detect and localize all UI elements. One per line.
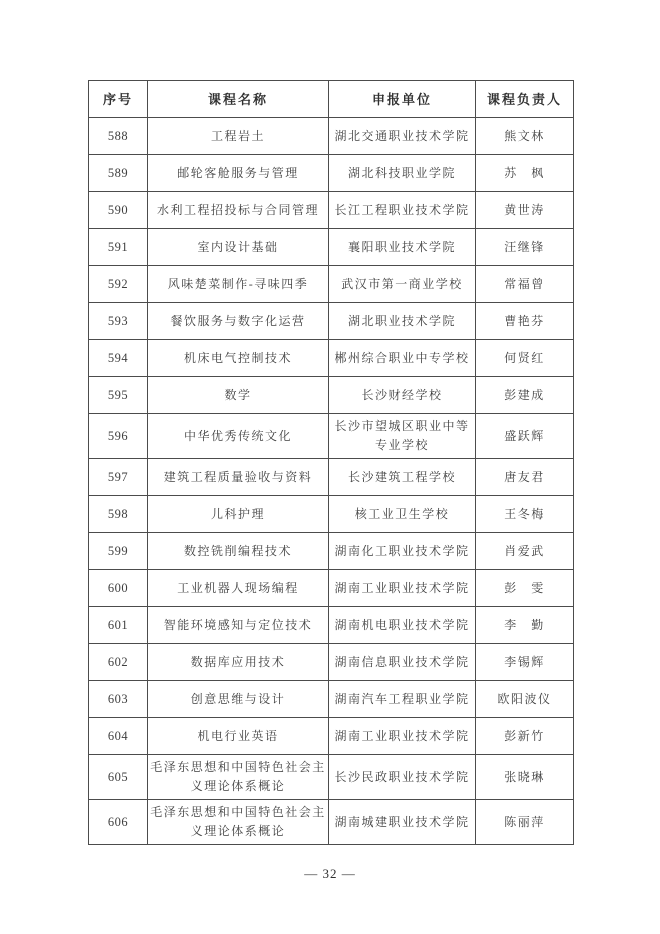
table-row bbox=[89, 414, 574, 459]
serial-number-cell: 603 bbox=[89, 681, 148, 718]
serial-number-cell: 606 bbox=[89, 800, 148, 845]
table-row bbox=[89, 118, 574, 155]
course-leader-cell: 陈丽萍 bbox=[476, 800, 574, 845]
applying-unit-cell: 襄阳职业技术学院 bbox=[329, 229, 476, 266]
course-leader-cell: 何贤红 bbox=[476, 340, 574, 377]
serial-number-cell: 589 bbox=[89, 155, 148, 192]
table-row bbox=[89, 303, 574, 340]
applying-unit-cell: 湖南城建职业技术学院 bbox=[329, 800, 476, 845]
course-name-cell: 工业机器人现场编程 bbox=[148, 570, 329, 607]
serial-number-cell: 602 bbox=[89, 644, 148, 681]
course-leader-cell: 熊文林 bbox=[476, 118, 574, 155]
course-name-cell: 数控铣削编程技术 bbox=[148, 533, 329, 570]
course-leader-cell: 彭新竹 bbox=[476, 718, 574, 755]
serial-number-cell: 601 bbox=[89, 607, 148, 644]
table-row bbox=[89, 570, 574, 607]
col-header-applying-unit: 申报单位 bbox=[329, 81, 476, 118]
applying-unit-cell: 湖南信息职业技术学院 bbox=[329, 644, 476, 681]
course-name-cell: 建筑工程质量验收与资料 bbox=[148, 459, 329, 496]
table-row bbox=[89, 800, 574, 845]
course-leader-cell: 盛跃辉 bbox=[476, 414, 574, 459]
course-name-cell: 数据库应用技术 bbox=[148, 644, 329, 681]
applying-unit-cell: 武汉市第一商业学校 bbox=[329, 266, 476, 303]
course-name-cell: 邮轮客舱服务与管理 bbox=[148, 155, 329, 192]
applying-unit-cell: 长沙民政职业技术学院 bbox=[329, 755, 476, 800]
table-row bbox=[89, 496, 574, 533]
course-name-cell: 中华优秀传统文化 bbox=[148, 414, 329, 459]
course-leader-cell: 张晓琳 bbox=[476, 755, 574, 800]
applying-unit-cell: 湖北职业技术学院 bbox=[329, 303, 476, 340]
table-row bbox=[89, 459, 574, 496]
course-leader-cell: 王冬梅 bbox=[476, 496, 574, 533]
header-row bbox=[89, 81, 574, 118]
serial-number-cell: 596 bbox=[89, 414, 148, 459]
table-row bbox=[89, 607, 574, 644]
table-row bbox=[89, 340, 574, 377]
col-header-course-leader: 课程负责人 bbox=[476, 81, 574, 118]
applying-unit-cell: 郴州综合职业中专学校 bbox=[329, 340, 476, 377]
course-name-cell: 机床电气控制技术 bbox=[148, 340, 329, 377]
course-name-cell: 儿科护理 bbox=[148, 496, 329, 533]
course-name-cell: 水利工程招投标与合同管理 bbox=[148, 192, 329, 229]
serial-number-cell: 605 bbox=[89, 755, 148, 800]
course-leader-cell: 常福曾 bbox=[476, 266, 574, 303]
serial-number-cell: 594 bbox=[89, 340, 148, 377]
applying-unit-cell: 长沙市望城区职业中等专业学校 bbox=[329, 414, 476, 459]
course-leader-cell: 李 勤 bbox=[476, 607, 574, 644]
course-name-cell: 毛泽东思想和中国特色社会主义理论体系概论 bbox=[148, 800, 329, 845]
serial-number-cell: 599 bbox=[89, 533, 148, 570]
applying-unit-cell: 长沙财经学校 bbox=[329, 377, 476, 414]
applying-unit-cell: 湖南机电职业技术学院 bbox=[329, 607, 476, 644]
table-row bbox=[89, 229, 574, 266]
table-row bbox=[89, 681, 574, 718]
col-header-course-name: 课程名称 bbox=[148, 81, 329, 118]
course-name-cell: 数学 bbox=[148, 377, 329, 414]
course-leader-cell: 彭 雯 bbox=[476, 570, 574, 607]
course-name-cell: 工程岩土 bbox=[148, 118, 329, 155]
course-leader-cell: 彭建成 bbox=[476, 377, 574, 414]
course-leader-cell: 汪继锋 bbox=[476, 229, 574, 266]
col-header-serial-number: 序号 bbox=[89, 81, 148, 118]
table-row bbox=[89, 644, 574, 681]
course-leader-cell: 曹艳芬 bbox=[476, 303, 574, 340]
applying-unit-cell: 长江工程职业技术学院 bbox=[329, 192, 476, 229]
course-leader-cell: 苏 枫 bbox=[476, 155, 574, 192]
applying-unit-cell: 核工业卫生学校 bbox=[329, 496, 476, 533]
course-leader-cell: 黄世涛 bbox=[476, 192, 574, 229]
applying-unit-cell: 湖北科技职业学院 bbox=[329, 155, 476, 192]
table-row bbox=[89, 192, 574, 229]
serial-number-cell: 590 bbox=[89, 192, 148, 229]
course-name-cell: 风味楚菜制作-寻味四季 bbox=[148, 266, 329, 303]
applying-unit-cell: 湖北交通职业技术学院 bbox=[329, 118, 476, 155]
table-row bbox=[89, 533, 574, 570]
applying-unit-cell: 湖南工业职业技术学院 bbox=[329, 570, 476, 607]
course-leader-cell: 唐友君 bbox=[476, 459, 574, 496]
applying-unit-cell: 湖南汽车工程职业学院 bbox=[329, 681, 476, 718]
table-header bbox=[89, 81, 574, 118]
course-name-cell: 餐饮服务与数字化运营 bbox=[148, 303, 329, 340]
serial-number-cell: 592 bbox=[89, 266, 148, 303]
applying-unit-cell: 湖南化工职业技术学院 bbox=[329, 533, 476, 570]
course-name-cell: 毛泽东思想和中国特色社会主义理论体系概论 bbox=[148, 755, 329, 800]
serial-number-cell: 597 bbox=[89, 459, 148, 496]
course-name-cell: 机电行业英语 bbox=[148, 718, 329, 755]
serial-number-cell: 595 bbox=[89, 377, 148, 414]
course-leader-cell: 肖爱武 bbox=[476, 533, 574, 570]
serial-number-cell: 593 bbox=[89, 303, 148, 340]
table-row bbox=[89, 155, 574, 192]
serial-number-cell: 588 bbox=[89, 118, 148, 155]
course-table bbox=[88, 80, 574, 845]
serial-number-cell: 600 bbox=[89, 570, 148, 607]
table-row bbox=[89, 718, 574, 755]
course-leader-cell: 李锡辉 bbox=[476, 644, 574, 681]
serial-number-cell: 604 bbox=[89, 718, 148, 755]
course-name-cell: 室内设计基础 bbox=[148, 229, 329, 266]
table-row bbox=[89, 266, 574, 303]
serial-number-cell: 598 bbox=[89, 496, 148, 533]
serial-number-cell: 591 bbox=[89, 229, 148, 266]
course-leader-cell: 欧阳波仪 bbox=[476, 681, 574, 718]
table-row bbox=[89, 755, 574, 800]
course-name-cell: 创意思维与设计 bbox=[148, 681, 329, 718]
table-body bbox=[89, 118, 574, 845]
applying-unit-cell: 湖南工业职业技术学院 bbox=[329, 718, 476, 755]
page-number: — 32 — bbox=[304, 866, 356, 881]
course-name-cell: 智能环境感知与定位技术 bbox=[148, 607, 329, 644]
applying-unit-cell: 长沙建筑工程学校 bbox=[329, 459, 476, 496]
table-row bbox=[89, 377, 574, 414]
